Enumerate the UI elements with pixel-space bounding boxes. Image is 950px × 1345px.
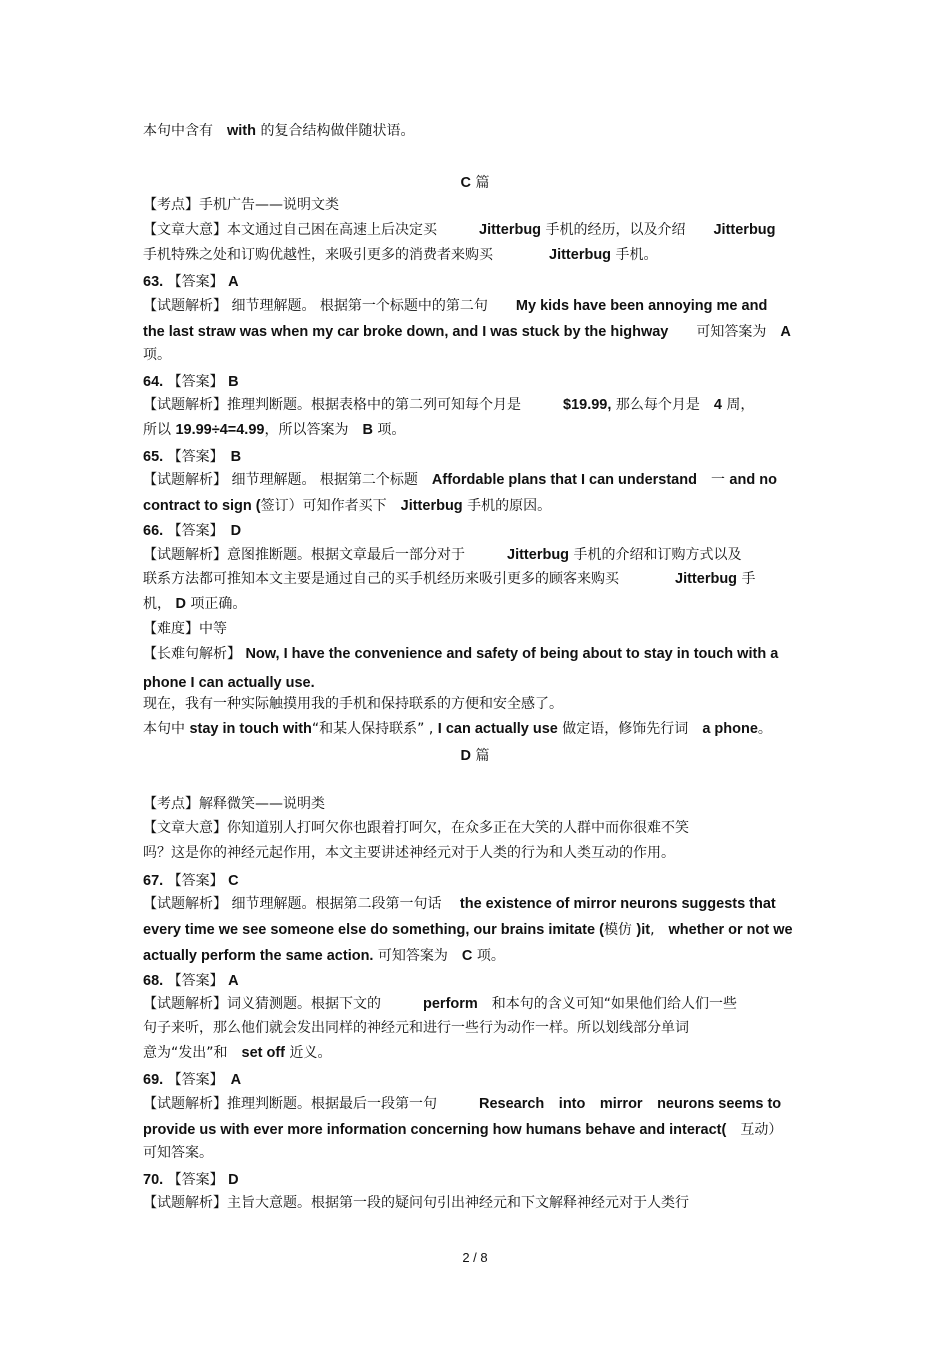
text-line: 本句中含有 with 的复合结构做伴随状语。 xyxy=(143,123,415,139)
text-line: 【试题解析】推理判断题。根据最后一段第一句 Research into mirror neurons seems to xyxy=(143,1096,782,1112)
text-line: 【试题解析】 细节理解题。 根据第二个标题 Affordable plans that I can understand 一 and no xyxy=(143,472,777,488)
answer-66: 66. 【答案】 D xyxy=(143,523,242,539)
text-line: 机， D 项正确。 xyxy=(143,596,247,612)
text-line: 【文章大意】你知道别人打呵欠你也跟着打呵欠，在众多正在大笑的人群中而你很难不笑 xyxy=(143,820,689,836)
text-line: the last straw was when my car broke down, and I was stuck by the highway 可知答案为 A xyxy=(143,324,791,340)
answer-64: 64. 【答案】 B xyxy=(143,374,239,390)
text-line: 本句中 stay in touch with“和某人保持联系” , I can actually use 做定语，修饰先行词 a phone。 xyxy=(143,721,772,737)
text-line: 意为“发出”和 set off 近义。 xyxy=(143,1045,332,1061)
answer-68: 68. 【答案】 A xyxy=(143,973,239,989)
text-line: 【文章大意】本文通过自己困在高速上后决定买 Jitterbug 手机的经历，以及介绍 Jitterbug xyxy=(143,222,776,238)
text-line: 【试题解析】词义猜测题。根据下文的 perform 和本句的含义可知“如果他们给人们一些 xyxy=(143,996,738,1012)
text-line: 所以 19.99÷4=4.99，所以答案为 B 项。 xyxy=(143,422,406,438)
text-line: 【难度】中等 xyxy=(143,621,227,637)
answer-63: 63. 【答案】 A xyxy=(143,274,239,290)
text-line: phone I can actually use. xyxy=(143,675,315,691)
text-line: 【试题解析】推理判断题。根据表格中的第二列可知每个月是 $19.99, 那么每个月是 4 周， xyxy=(143,397,755,413)
text-line: 【考点】解释微笑——说明类 xyxy=(143,796,325,812)
section-heading-c: C 篇 xyxy=(460,175,490,191)
text-line: provide us with ever more information concerning how humans behave and interact( 互动） xyxy=(143,1122,783,1138)
text-line: 【试题解析】 细节理解题。 根据第一个标题中的第二句 My kids have been annoying me and xyxy=(143,298,768,314)
text-line: every time we see someone else do something, our brains imitate (模仿 )it, whether or not we xyxy=(143,922,793,938)
answer-65: 65. 【答案】 B xyxy=(143,449,242,465)
text-line: 项。 xyxy=(143,347,171,363)
answer-70: 70. 【答案】 D xyxy=(143,1172,239,1188)
text-line: 句子来听，那么他们就会发出同样的神经元和进行一些行为动作一样。所以划线部分单词 xyxy=(143,1020,689,1036)
text-line: 联系方法都可推知本文主要是通过自己的买手机经历来吸引更多的顾客来购买 Jitterbug 手 xyxy=(143,571,756,587)
text-line: 【试题解析】 细节理解题。根据第二段第一句话 the existence of mirror neurons suggests that xyxy=(143,896,776,912)
text-line: 现在，我有一种实际触摸用我的手机和保持联系的方便和安全感了。 xyxy=(143,696,563,712)
text-line: contract to sign (签订）可知作者买下 Jitterbug 手机的原因。 xyxy=(143,498,552,514)
answer-67: 67. 【答案】 C xyxy=(143,873,239,889)
text-line: 【考点】手机广告——说明文类 xyxy=(143,197,339,213)
text-line: actually perform the same action. 可知答案为 C 项。 xyxy=(143,948,505,964)
text-line: 吗？这是你的神经元起作用，本文主要讲述神经元对于人类的行为和人类互动的作用。 xyxy=(143,845,675,861)
text-line: 【试题解析】意图推断题。根据文章最后一部分对于 Jitterbug 手机的介绍和订购方式以及 xyxy=(143,547,742,563)
answer-69: 69. 【答案】 A xyxy=(143,1072,242,1088)
text-line: 【试题解析】主旨大意题。根据第一段的疑问句引出神经元和下文解释神经元对于人类行 xyxy=(143,1195,689,1211)
section-heading-d: D 篇 xyxy=(460,748,490,764)
text-line: 手机特殊之处和订购优越性，来吸引更多的消费者来购买 Jitterbug 手机。 xyxy=(143,247,658,263)
text-line: 【长难句解析】 Now, I have the convenience and safety of being about to stay in touch with a xyxy=(143,646,779,662)
text-line: 可知答案。 xyxy=(143,1145,213,1161)
page-number: 2 / 8 xyxy=(462,1250,488,1265)
